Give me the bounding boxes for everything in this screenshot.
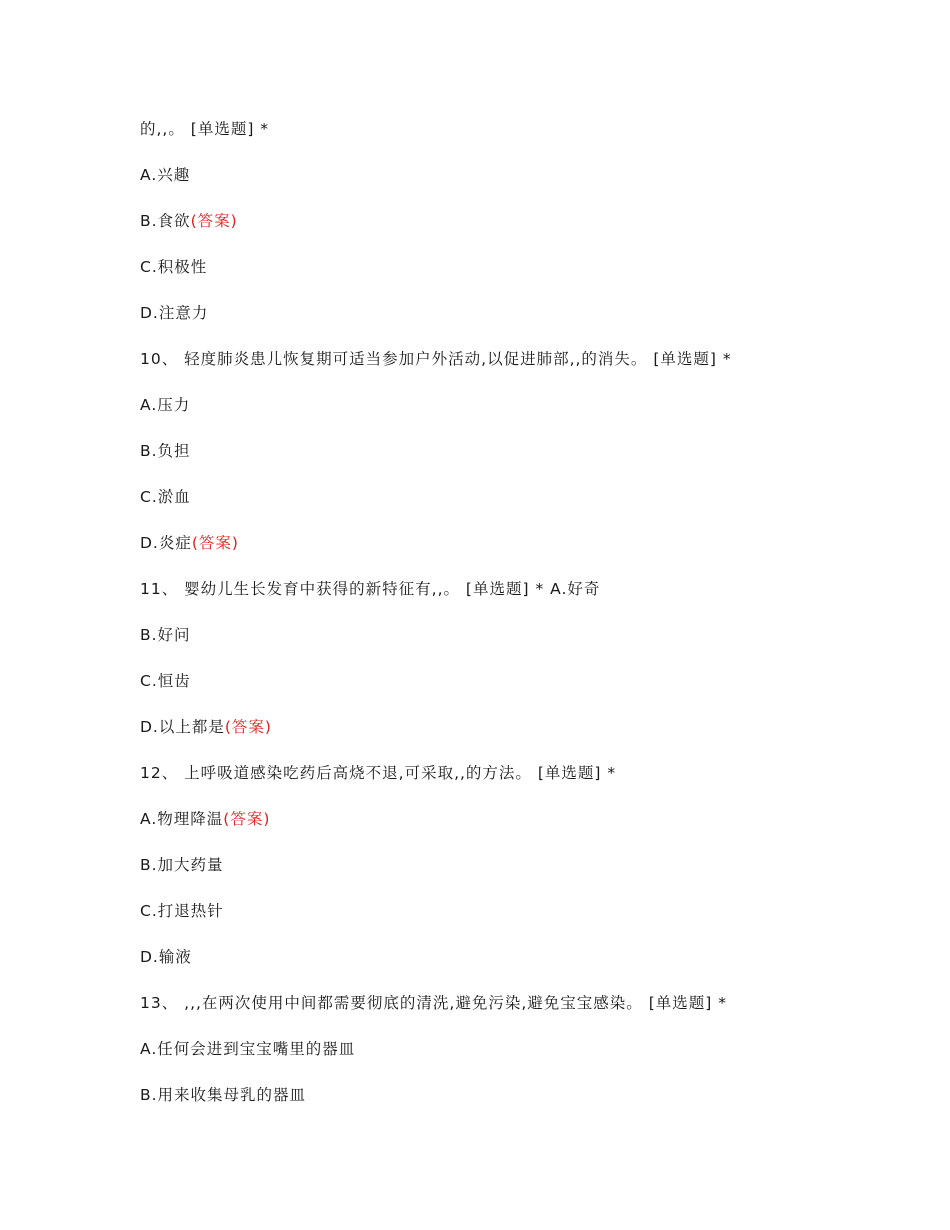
line-text: B.负担 [140, 442, 191, 460]
answer-mark: (答案) [191, 534, 239, 552]
line-text: D.输液 [140, 948, 192, 966]
option-c [140, 256, 840, 302]
line-text: 的,,。 [单选题] * [140, 120, 270, 138]
line-text: A.兴趣 [140, 166, 191, 184]
option-b [140, 624, 840, 670]
option-d [140, 716, 840, 762]
question-13-stem [140, 992, 840, 1038]
answer-mark: (答案) [224, 718, 272, 736]
line-text: 12、 上呼吸道感染吃药后高烧不退,可采取,,的方法。 [单选题] * [140, 764, 617, 782]
option-b [140, 440, 840, 486]
option-c [140, 670, 840, 716]
line-text: A.压力 [140, 396, 191, 414]
option-a [140, 394, 840, 440]
question-12-stem [140, 762, 840, 808]
question-10-stem [140, 348, 840, 394]
option-d [140, 946, 840, 992]
line-text: B.好问 [140, 626, 191, 644]
line-text: C.淤血 [140, 488, 191, 506]
answer-mark: (答案) [223, 810, 271, 828]
line-text: B.食欲 [140, 212, 191, 230]
line-text: C.打退热针 [140, 902, 224, 920]
line-text: 11、 婴幼儿生长发育中获得的新特征有,,。 [单选题] * A.好奇 [140, 580, 601, 598]
question-9-stem [140, 118, 840, 164]
option-a [140, 808, 840, 854]
question-11-stem [140, 578, 840, 624]
line-text: 10、 轻度肺炎患儿恢复期可适当参加户外活动,以促进肺部,,的消失。 [单选题] * [140, 350, 732, 368]
line-text: D.注意力 [140, 304, 209, 322]
line-text: 13、 ,,,在两次使用中间都需要彻底的清洗,避免污染,避免宝宝感染。 [单选题] * [140, 994, 727, 1012]
line-text: B.加大药量 [140, 856, 224, 874]
option-d [140, 302, 840, 348]
line-text: D.炎症 [140, 534, 192, 552]
line-text: C.恒齿 [140, 672, 191, 690]
line-text: A.物理降温 [140, 810, 224, 828]
option-b [140, 854, 840, 900]
option-c [140, 486, 840, 532]
line-text: B.用来收集母乳的器皿 [140, 1086, 307, 1104]
line-text: A.任何会进到宝宝嘴里的器皿 [140, 1040, 356, 1058]
answer-mark: (答案) [190, 212, 238, 230]
option-a [140, 164, 840, 210]
option-b [140, 210, 840, 256]
option-c [140, 900, 840, 946]
document-page [140, 118, 840, 1130]
option-d [140, 532, 840, 578]
option-b [140, 1084, 840, 1130]
line-text: C.积极性 [140, 258, 208, 276]
line-text: D.以上都是 [140, 718, 225, 736]
option-a [140, 1038, 840, 1084]
